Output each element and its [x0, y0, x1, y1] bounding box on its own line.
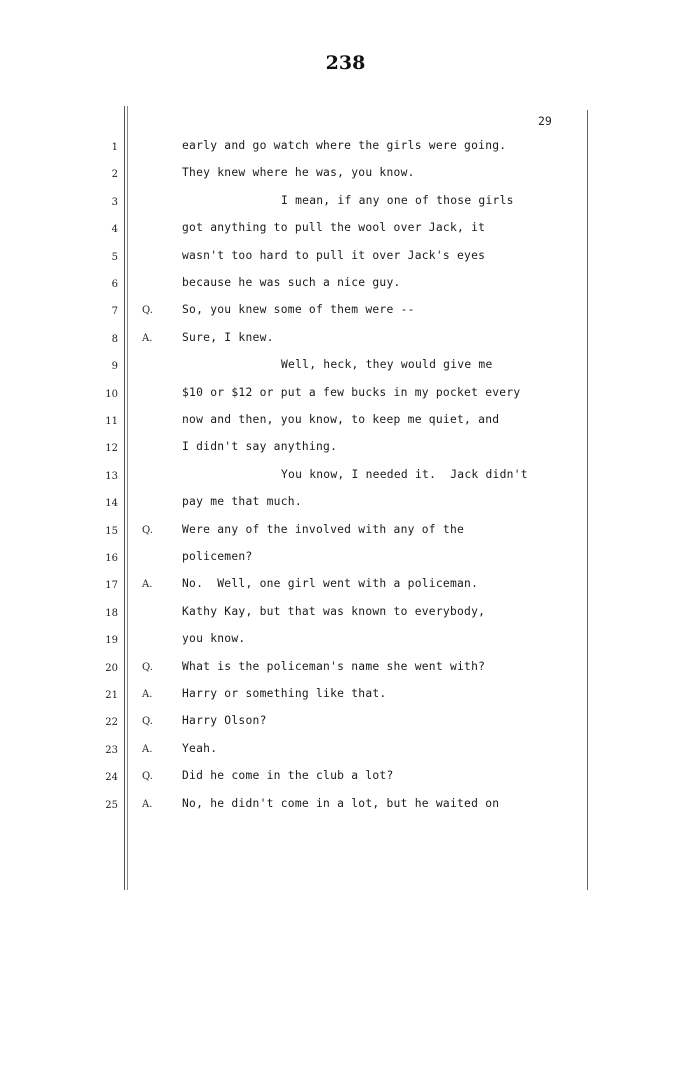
line-text: wasn't too hard to pull it over Jack's eyes: [182, 248, 486, 262]
line-text: Yeah.: [182, 741, 218, 755]
transcript-line: [90, 466, 610, 486]
transcript-line: [90, 658, 610, 678]
transcript-line: [90, 219, 610, 239]
transcript-line: [90, 274, 610, 294]
transcript-line: [90, 575, 610, 595]
line-text: you know.: [182, 632, 246, 646]
line-text: I mean, if any one of those girls: [281, 193, 514, 207]
line-text: No. Well, one girl went with a policeman.: [182, 577, 479, 591]
line-text: I didn't say anything.: [182, 440, 338, 454]
transcript-page: [90, 100, 610, 890]
speaker-label: A.: [142, 332, 153, 344]
line-number: 20: [105, 662, 118, 674]
line-text: because he was such a nice guy.: [182, 276, 401, 289]
speaker-label: A.: [142, 798, 153, 810]
line-text: Did he come in the club a lot?: [182, 769, 394, 783]
line-text: policemen?: [182, 550, 253, 563]
line-text: pay me that much.: [182, 495, 302, 509]
line-number: 2: [111, 169, 118, 181]
transcript-line: [90, 192, 610, 212]
line-number: 19: [105, 635, 118, 647]
transcript-line: [90, 795, 610, 815]
speaker-label: Q.: [142, 771, 153, 783]
transcript-line: [90, 521, 610, 541]
line-text: got anything to pull the wool over Jack, it: [182, 221, 486, 235]
line-text: Harry or something like that.: [182, 687, 387, 700]
line-text: Well, heck, they would give me: [281, 358, 493, 372]
line-text: So, you knew some of them were --: [182, 303, 415, 317]
line-number: 8: [111, 333, 118, 345]
speaker-label: A.: [142, 689, 153, 700]
transcript-line: [90, 247, 610, 267]
transcript-page-number: 29: [538, 114, 552, 128]
transcript-line: [90, 548, 610, 568]
line-text: now and then, you know, to keep me quiet, and: [182, 413, 500, 426]
speaker-label: Q.: [142, 524, 153, 536]
transcript-line: [90, 603, 610, 623]
line-number: 17: [105, 580, 118, 592]
speaker-label: Q.: [142, 305, 153, 317]
transcript-line: [90, 329, 610, 349]
line-text: early and go watch where the girls were going.: [182, 139, 507, 152]
line-number: 23: [105, 744, 118, 756]
line-number: 5: [111, 251, 118, 263]
speaker-label: A.: [142, 743, 153, 755]
line-number: 14: [105, 498, 118, 510]
line-number: 7: [111, 306, 118, 318]
transcript-line: [90, 438, 610, 458]
speaker-label: Q.: [142, 716, 153, 728]
transcript-line: [90, 630, 610, 650]
line-number: 15: [105, 525, 118, 537]
line-number: 6: [111, 279, 118, 290]
transcript-line: [90, 356, 610, 376]
transcript-line: [90, 411, 610, 431]
line-number: 22: [105, 717, 118, 729]
line-number: 11: [105, 416, 118, 427]
page-number: 238: [325, 52, 366, 74]
transcript-line: [90, 384, 610, 404]
line-text: You know, I needed it. Jack didn't: [281, 467, 528, 481]
transcript-line: [90, 301, 610, 321]
line-number: 1: [111, 142, 118, 153]
transcript-line: [90, 767, 610, 787]
line-number: 10: [105, 388, 118, 400]
line-text: They knew where he was, you know.: [182, 166, 415, 180]
transcript-line: [90, 712, 610, 732]
transcript-line: [90, 164, 610, 184]
transcript-line: [90, 740, 610, 760]
line-text: Harry Olson?: [182, 714, 267, 728]
line-text: No, he didn't come in a lot, but he waited on: [182, 796, 500, 810]
line-text: Kathy Kay, but that was known to everybody,: [182, 604, 486, 618]
line-number: 9: [111, 361, 118, 373]
line-number: 25: [105, 799, 118, 811]
transcript-lines: [90, 100, 610, 890]
line-number: 13: [105, 470, 118, 482]
line-number: 24: [105, 772, 118, 784]
speaker-label: A.: [142, 579, 153, 591]
line-text: Sure, I knew.: [182, 330, 274, 344]
line-text: What is the policeman's name she went with?: [182, 659, 486, 673]
speaker-label: Q.: [142, 661, 153, 673]
line-text: $10 or $12 or put a few bucks in my pocket every: [182, 385, 521, 399]
transcript-line: [90, 685, 610, 705]
transcript-line: [90, 137, 610, 157]
line-number: 3: [111, 196, 118, 208]
line-number: 18: [105, 607, 118, 619]
line-number: 4: [111, 224, 118, 236]
line-number: 16: [105, 553, 118, 564]
transcript-line: [90, 493, 610, 513]
line-number: 12: [105, 443, 118, 455]
line-text: Were any of the involved with any of the: [182, 522, 465, 536]
line-number: 21: [105, 690, 118, 701]
